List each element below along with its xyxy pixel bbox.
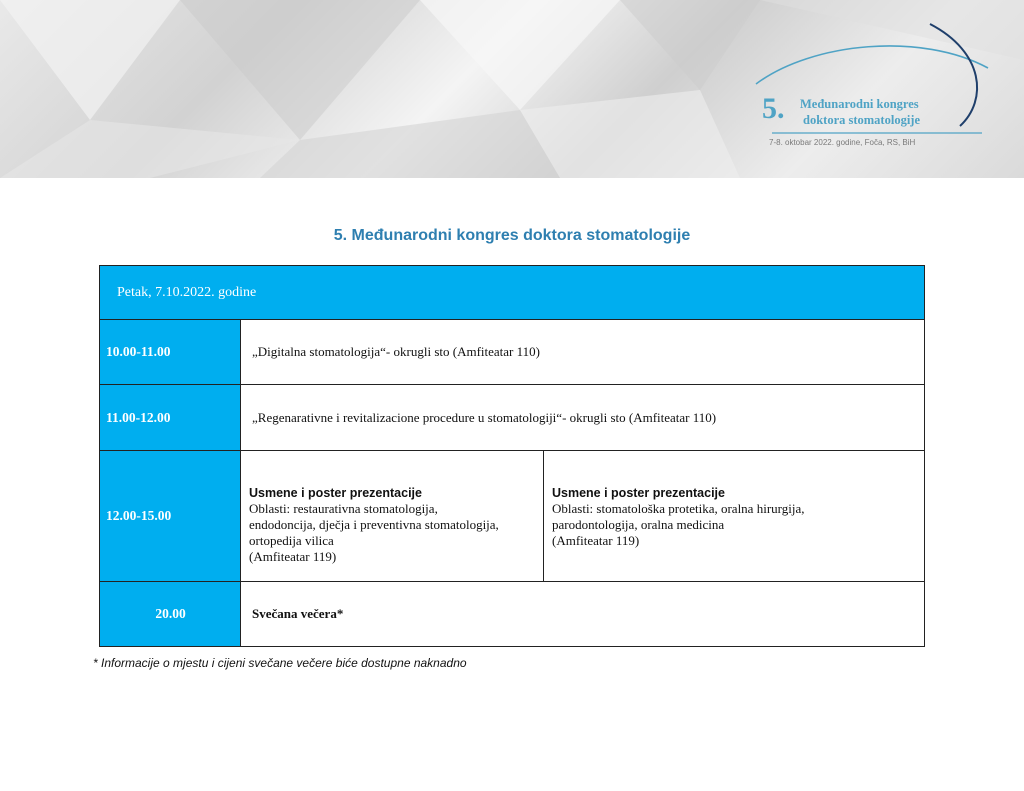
session-line: (Amfiteatar 119) xyxy=(552,533,640,548)
table-row xyxy=(100,582,924,646)
logo-subtitle: 7-8. oktobar 2022. godine, Foča, RS, BiH xyxy=(769,138,916,147)
session-heading: Usmene i poster prezentacije xyxy=(552,486,725,500)
time-label: 10.00-11.00 xyxy=(106,344,171,359)
time-label: 12.00-15.00 xyxy=(106,508,172,523)
dinner-text: Svečana večera* xyxy=(252,606,344,621)
time-cell xyxy=(100,320,241,384)
schedule-table xyxy=(99,265,925,647)
logo-title-line1: Međunarodni kongres xyxy=(800,97,919,111)
day-label: Petak, 7.10.2022. godine xyxy=(117,285,257,300)
session-line: (Amfiteatar 119) xyxy=(249,549,337,564)
time-label: 11.00-12.00 xyxy=(106,409,171,425)
session-text: „Regenarativne i revitalizacione procedure u stomatologiji“- okrugli sto (Amfiteatar 110) xyxy=(252,409,717,425)
session-cell xyxy=(241,320,924,384)
footnote: * Informacije o mjestu i cijeni svečane večere biće dostupne naknadno xyxy=(93,656,467,670)
table-row xyxy=(100,451,924,582)
header-banner xyxy=(0,0,1024,178)
session-heading: Usmene i poster prezentacije xyxy=(249,486,422,500)
table-row xyxy=(100,320,924,385)
session-line: endodoncija, dječja i preventivna stomatologija, xyxy=(249,517,499,532)
session-cell xyxy=(241,385,924,450)
logo-number: 5. xyxy=(762,92,785,125)
time-label: 20.00 xyxy=(155,606,186,621)
session-cell-left xyxy=(241,451,544,581)
session-block xyxy=(552,485,804,549)
logo-title-line2: doktora stomatologije xyxy=(803,113,920,127)
day-header xyxy=(100,266,924,320)
session-cell-right xyxy=(544,451,924,581)
session-cell xyxy=(241,582,924,646)
session-text: „Digitalna stomatologija“- okrugli sto (Amfiteatar 110) xyxy=(252,344,540,359)
session-line: Oblasti: restaurativna stomatologija, xyxy=(249,501,438,516)
time-cell xyxy=(100,582,241,646)
table-row xyxy=(100,385,924,451)
time-cell xyxy=(100,385,241,450)
time-cell xyxy=(100,451,241,581)
session-line: parodontologija, oralna medicina xyxy=(552,517,725,532)
session-line: Oblasti: stomatološka protetika, oralna hirurgija, xyxy=(552,501,805,516)
session-block xyxy=(249,485,499,565)
page-title: 5. Međunarodni kongres doktora stomatologije xyxy=(333,227,691,244)
session-line: ortopedija vilica xyxy=(249,533,334,548)
